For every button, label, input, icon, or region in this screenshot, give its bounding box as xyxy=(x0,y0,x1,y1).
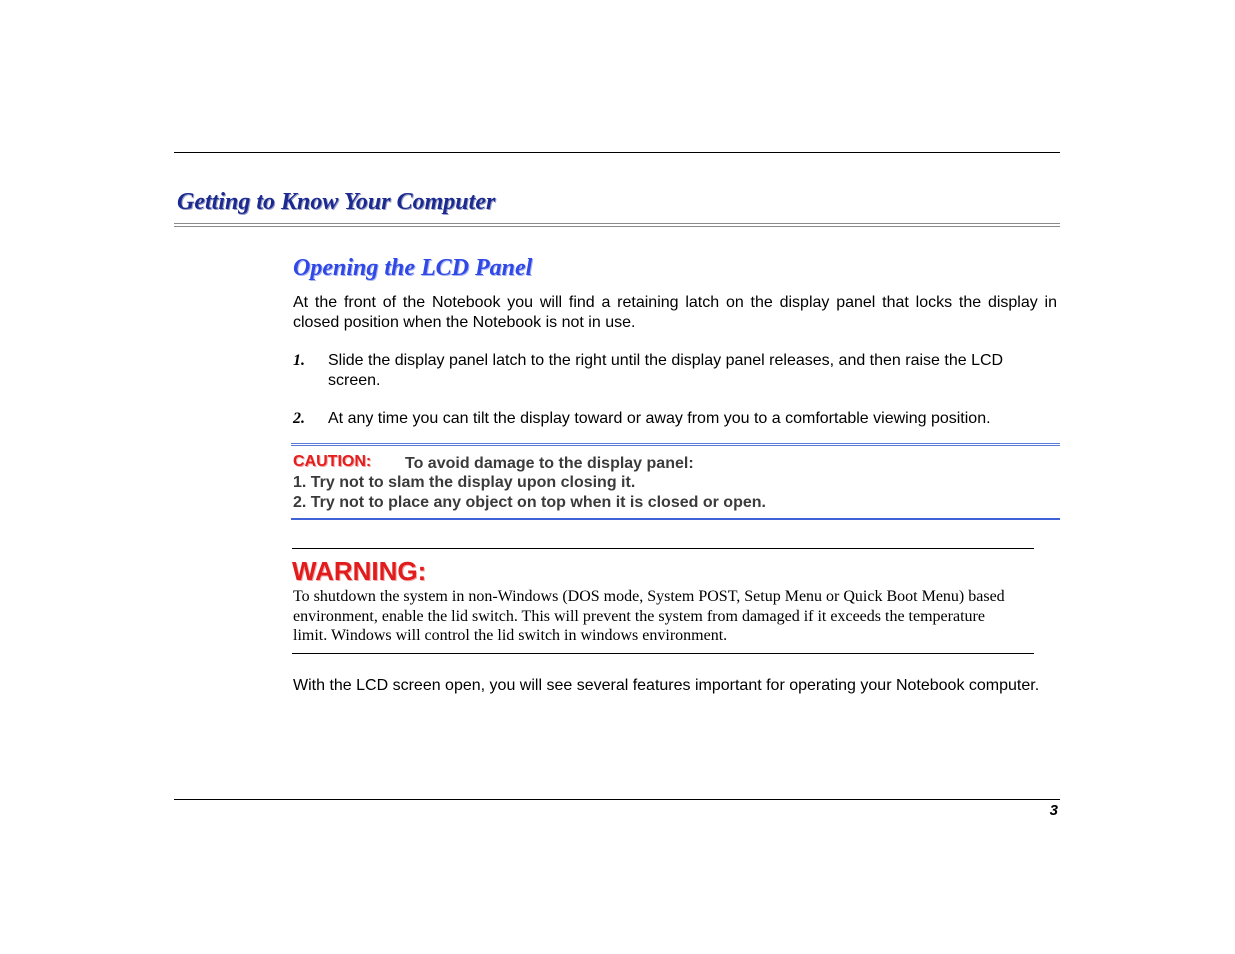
step-number: 1. xyxy=(293,352,305,369)
caution-label: CAUTION: xyxy=(293,453,372,470)
chapter-title: Getting to Know Your Computer xyxy=(177,189,496,215)
step-text: At any time you can tilt the display toward or away from you to a comfortable viewing position. xyxy=(328,410,991,427)
warning-text: To shutdown the system in non-Windows (DOS mode, System POST, Setup Menu or Quick Boot Menu) based environment, enable the lid switch. This will prevent the system from damaged if it exceeds the temperature limit. Windows will control the lid switch in windows environment. xyxy=(293,588,1005,644)
warning-label: WARNING: xyxy=(292,556,427,586)
intro-paragraph: At the front of the Notebook you will find a retaining latch on the display panel that locks the display in closed position when the Notebook is not in use. xyxy=(293,294,1057,331)
caution-item: 2. Try not to place any object on top when it is closed or open. xyxy=(293,494,766,511)
page-number: 3 xyxy=(1049,802,1058,819)
header-rule xyxy=(174,152,1060,153)
caution-item: 1. Try not to slam the display upon closing it. xyxy=(293,474,636,491)
step-number: 2. xyxy=(293,410,305,427)
footer-rule xyxy=(174,799,1060,800)
chapter-title-underline xyxy=(174,223,1060,227)
step-text: Slide the display panel latch to the right until the display panel releases, and then raise the LCD screen. xyxy=(328,352,1004,389)
closing-paragraph: With the LCD screen open, you will see several features important for operating your Notebook computer. xyxy=(293,677,1040,694)
caution-heading: To avoid damage to the display panel: xyxy=(405,455,694,472)
caution-box xyxy=(291,443,1060,520)
section-title: Opening the LCD Panel xyxy=(293,255,533,281)
warning-bottom-rule xyxy=(292,653,1034,654)
warning-top-rule xyxy=(292,548,1034,549)
